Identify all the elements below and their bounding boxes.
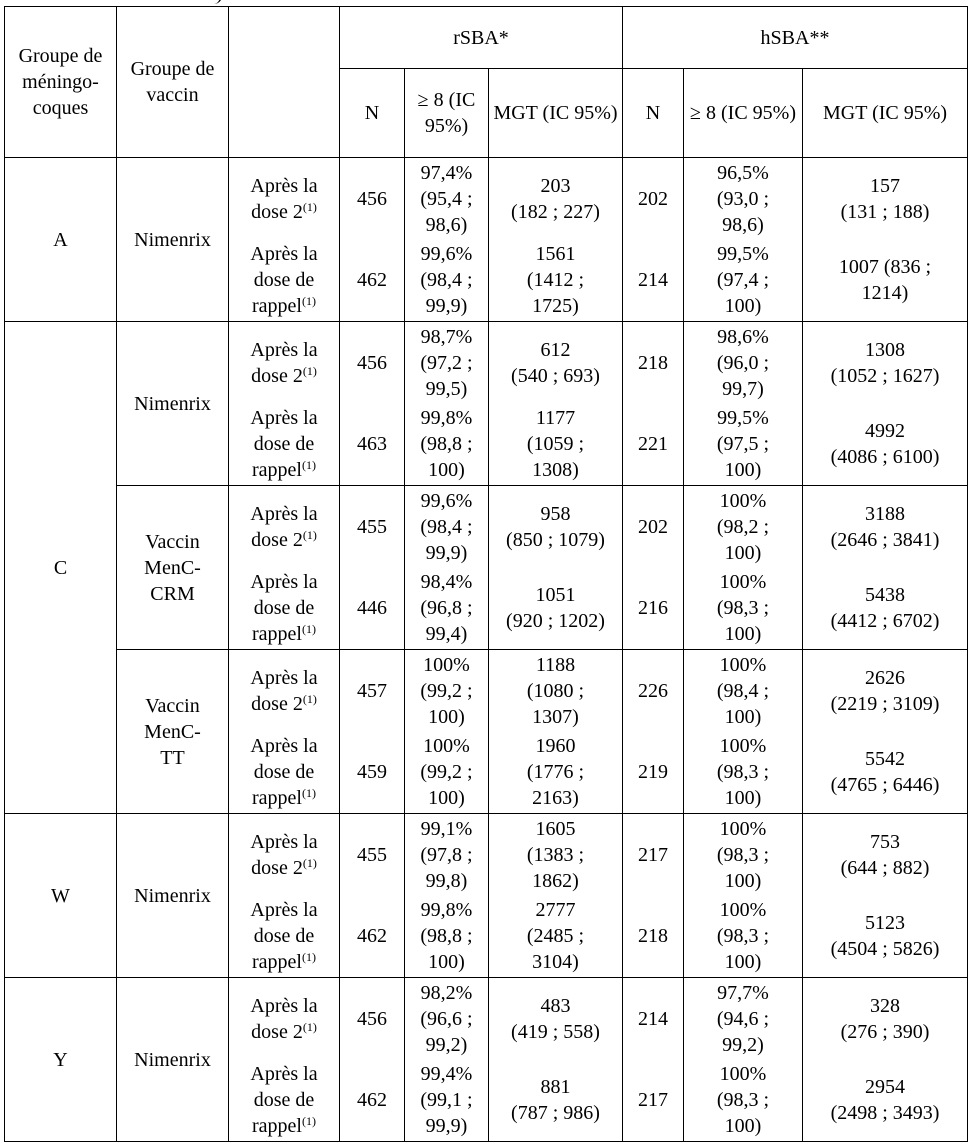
table-row: [5, 486, 968, 568]
dose-2-label: Après la dose 2$^{(1)}$: [229, 486, 340, 568]
rsba-n-value: 463: [340, 404, 405, 486]
footnote-marker: (1): [301, 1114, 316, 1129]
rsba-ge8-value: 98,4% (96,8 ; 99,4): [405, 568, 489, 650]
hsba-n-value: 217: [623, 1060, 684, 1142]
vaccine-group-cell: Nimenrix: [117, 814, 229, 978]
hsba-n-value: 226: [623, 650, 684, 732]
booster-dose-label: Après la dose de rappel$^{(1)}$: [229, 568, 340, 650]
rsba-n-value: 462: [340, 1060, 405, 1142]
hsba-ge8-value: 98,6% (96,0 ; 99,7): [684, 322, 803, 404]
hsba-mgt-value: 753 (644 ; 882): [803, 814, 968, 896]
rsba-n-value: 457: [340, 650, 405, 732]
hsba-ge8-value: 100% (98,4 ; 100): [684, 650, 803, 732]
immunogenicity-table: [4, 6, 968, 1142]
hsba-mgt-value: 1007 (836 ; 1214): [803, 240, 968, 322]
dose-2-label: Après la dose 2$^{(1)}$: [229, 978, 340, 1060]
rsba-n-value: 446: [340, 568, 405, 650]
rsba-mgt-value: 958 (850 ; 1079): [489, 486, 623, 568]
header-hsba-n: N: [623, 69, 684, 158]
hsba-ge8-value: 100% (98,2 ; 100): [684, 486, 803, 568]
hsba-ge8-value: 100% (98,3 ; 100): [684, 732, 803, 814]
vaccine-group-cell: Vaccin MenC- CRM: [117, 486, 229, 650]
rsba-ge8-value: 99,8% (98,8 ; 100): [405, 404, 489, 486]
rsba-n-value: 456: [340, 978, 405, 1060]
rsba-mgt-value: 612 (540 ; 693): [489, 322, 623, 404]
rsba-n-value: 459: [340, 732, 405, 814]
hsba-mgt-value: 3188 (2646 ; 3841): [803, 486, 968, 568]
rsba-mgt-value: 881 (787 ; 986): [489, 1060, 623, 1142]
footnote-marker: (1): [302, 1019, 317, 1034]
rsba-n-value: 462: [340, 896, 405, 978]
header-rsba-ge8: ≥ 8 (IC 95%): [405, 69, 489, 158]
rsba-ge8-value: 97,4% (95,4 ; 98,6): [405, 158, 489, 240]
hsba-ge8-value: 99,5% (97,4 ; 100): [684, 240, 803, 322]
table-row: [5, 322, 968, 404]
table-row: [5, 978, 968, 1060]
hsba-mgt-value: 5123 (4504 ; 5826): [803, 896, 968, 978]
rsba-n-value: 455: [340, 486, 405, 568]
footnote-marker: (1): [302, 855, 317, 870]
booster-dose-label: Après la dose de rappel$^{(1)}$: [229, 732, 340, 814]
dose-2-label: Après la dose 2$^{(1)}$: [229, 650, 340, 732]
hsba-ge8-value: 100% (98,3 ; 100): [684, 896, 803, 978]
hsba-n-value: 217: [623, 814, 684, 896]
header-rsba: rSBA*: [340, 7, 623, 69]
table-row: [5, 814, 968, 896]
header-hsba: hSBA**: [623, 7, 968, 69]
dose-2-label: Après la dose 2$^{(1)}$: [229, 814, 340, 896]
rsba-mgt-value: 1188 (1080 ; 1307): [489, 650, 623, 732]
hsba-ge8-value: 100% (98,3 ; 100): [684, 814, 803, 896]
footnote-marker: (1): [302, 363, 317, 378]
hsba-n-value: 221: [623, 404, 684, 486]
hsba-mgt-value: 4992 (4086 ; 6100): [803, 404, 968, 486]
rsba-mgt-value: 483 (419 ; 558): [489, 978, 623, 1060]
rsba-mgt-value: 2777 (2485 ; 3104): [489, 896, 623, 978]
footnote-marker: (1): [302, 199, 317, 214]
meningo-group-cell: C: [5, 322, 117, 814]
meningo-group-cell: A: [5, 158, 117, 322]
rsba-mgt-value: 1051 (920 ; 1202): [489, 568, 623, 650]
rsba-ge8-value: 98,7% (97,2 ; 99,5): [405, 322, 489, 404]
hsba-n-value: 218: [623, 896, 684, 978]
footnote-marker: (1): [301, 294, 316, 309]
rsba-n-value: 456: [340, 158, 405, 240]
hsba-mgt-value: 5438 (4412 ; 6702): [803, 568, 968, 650]
footnote-marker: (1): [302, 691, 317, 706]
hsba-mgt-value: 5542 (4765 ; 6446): [803, 732, 968, 814]
rsba-n-value: 456: [340, 322, 405, 404]
rsba-mgt-value: 1960 (1776 ; 2163): [489, 732, 623, 814]
dose-2-label: Après la dose 2$^{(1)}$: [229, 322, 340, 404]
meningo-group-cell: W: [5, 814, 117, 978]
footnote-marker: (1): [301, 458, 316, 473]
rsba-mgt-value: 1177 (1059 ; 1308): [489, 404, 623, 486]
footnote-marker: (1): [301, 622, 316, 637]
hsba-ge8-value: 97,7% (94,6 ; 99,2): [684, 978, 803, 1060]
hsba-n-value: 214: [623, 978, 684, 1060]
rsba-mgt-value: 1605 (1383 ; 1862): [489, 814, 623, 896]
table-row: [5, 650, 968, 732]
header-rsba-n: N: [340, 69, 405, 158]
dose-2-label: Après la dose 2$^{(1)}$: [229, 158, 340, 240]
hsba-mgt-value: 157 (131 ; 188): [803, 158, 968, 240]
hsba-mgt-value: 2626 (2219 ; 3109): [803, 650, 968, 732]
header-row-1: [5, 7, 968, 69]
rsba-ge8-value: 99,1% (97,8 ; 99,8): [405, 814, 489, 896]
vaccine-group-cell: Vaccin MenC- TT: [117, 650, 229, 814]
rsba-ge8-value: 99,6% (98,4 ; 99,9): [405, 486, 489, 568]
hsba-n-value: 219: [623, 732, 684, 814]
booster-dose-label: Après la dose de rappel$^{(1)}$: [229, 404, 340, 486]
rsba-n-value: 455: [340, 814, 405, 896]
rsba-mgt-value: 203 (182 ; 227): [489, 158, 623, 240]
rsba-n-value: 462: [340, 240, 405, 322]
footnote-marker: (1): [301, 950, 316, 965]
booster-dose-label: Après la dose de rappel$^{(1)}$: [229, 1060, 340, 1142]
booster-dose-label: Après la dose de rappel$^{(1)}$: [229, 896, 340, 978]
hsba-n-value: 202: [623, 158, 684, 240]
rsba-ge8-value: 98,2% (96,6 ; 99,2): [405, 978, 489, 1060]
booster-dose-label: Après la dose de rappel$^{(1)}$: [229, 240, 340, 322]
footnote-marker: (1): [302, 527, 317, 542]
hsba-mgt-value: 1308 (1052 ; 1627): [803, 322, 968, 404]
header-vaccine-group: Groupe de vaccin: [117, 7, 229, 158]
rsba-ge8-value: 100% (99,2 ; 100): [405, 732, 489, 814]
header-rsba-mgt: MGT (IC 95%): [489, 69, 623, 158]
table-row: [5, 158, 968, 240]
header-hsba-ge8: ≥ 8 (IC 95%): [684, 69, 803, 158]
header-hsba-mgt: MGT (IC 95%): [803, 69, 968, 158]
hsba-mgt-value: 2954 (2498 ; 3493): [803, 1060, 968, 1142]
footnote-marker: (1): [301, 786, 316, 801]
rsba-ge8-value: 100% (99,2 ; 100): [405, 650, 489, 732]
hsba-ge8-value: 99,5% (97,5 ; 100): [684, 404, 803, 486]
hsba-mgt-value: 328 (276 ; 390): [803, 978, 968, 1060]
hsba-ge8-value: 100% (98,3 ; 100): [684, 1060, 803, 1142]
hsba-ge8-value: 96,5% (93,0 ; 98,6): [684, 158, 803, 240]
hsba-n-value: 202: [623, 486, 684, 568]
vaccine-group-cell: Nimenrix: [117, 322, 229, 486]
meningo-group-cell: Y: [5, 978, 117, 1142]
vaccine-group-cell: Nimenrix: [117, 978, 229, 1142]
hsba-n-value: 216: [623, 568, 684, 650]
vaccine-group-cell: Nimenrix: [117, 158, 229, 322]
hsba-ge8-value: 100% (98,3 ; 100): [684, 568, 803, 650]
hsba-n-value: 214: [623, 240, 684, 322]
header-meningo-group: Groupe de méningo- coques: [5, 7, 117, 158]
rsba-mgt-value: 1561 (1412 ; 1725): [489, 240, 623, 322]
header-blank: [229, 7, 340, 158]
hsba-n-value: 218: [623, 322, 684, 404]
rsba-ge8-value: 99,8% (98,8 ; 100): [405, 896, 489, 978]
rsba-ge8-value: 99,4% (99,1 ; 99,9): [405, 1060, 489, 1142]
rsba-ge8-value: 99,6% (98,4 ; 99,9): [405, 240, 489, 322]
